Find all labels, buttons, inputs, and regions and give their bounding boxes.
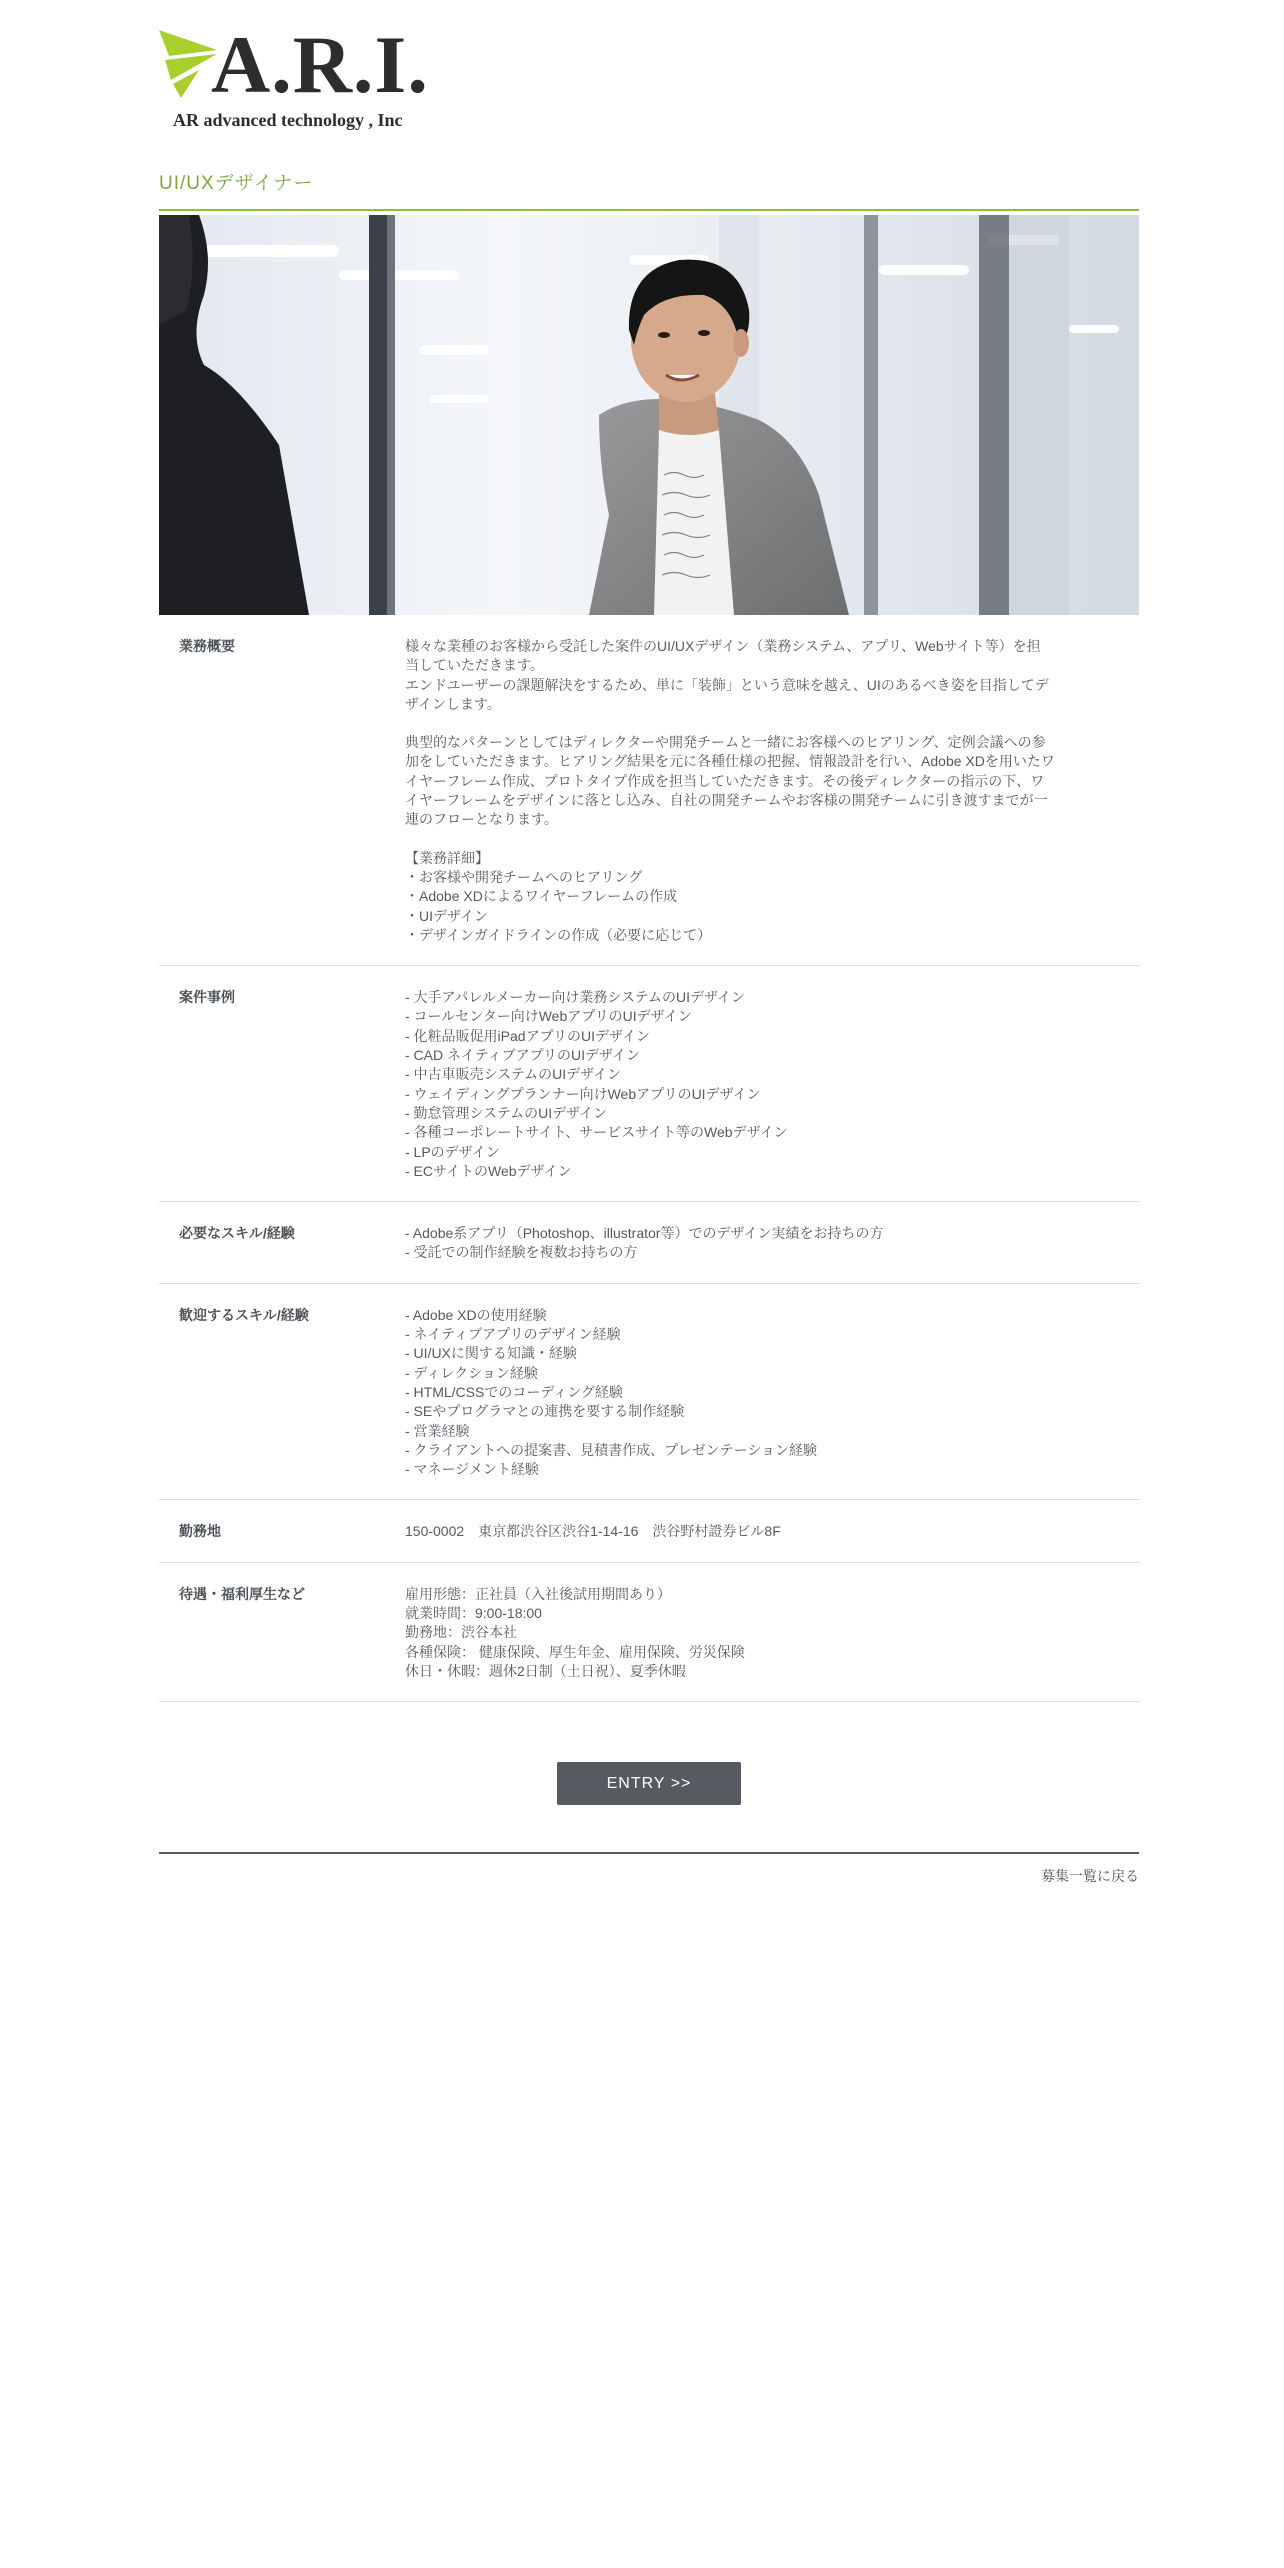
hero-photo [159, 215, 1139, 615]
row-label: 業務概要 [179, 638, 235, 654]
row-value [405, 1306, 1139, 1480]
text-line: ・デザインガイドラインの作成（必要に応じて） [405, 926, 712, 943]
text-line: - Adobe系アプリ（Photoshop、illustrator等）でのデザイン実績をお持ちの方 [405, 1225, 884, 1242]
header [159, 0, 1139, 150]
text-line: - 大手アパレルメーカー向け業務システムのUIデザイン [405, 989, 746, 1006]
text-line: - 受託での制作経験を複数お持ちの方 [405, 1244, 638, 1261]
logo-text[interactable]: A.R.I. [211, 19, 429, 110]
text-line: 様々な業種のお客様から受託した案件のUI/UXデザイン（業務システム、アプリ、Webサイト等）を担 [405, 638, 1041, 654]
page-container [159, 0, 1139, 1886]
row-value [405, 637, 1139, 945]
text-line: エンドユーザーの課題解決をするため、単に「装飾」という意味を越え、UIのあるべき姿を目指してデ [405, 676, 1049, 693]
text-line: - 中古車販売システムのUIデザイン [405, 1066, 622, 1083]
text-line: - クライアントへの提案書、見積書作成、プレゼンテーション経験 [405, 1441, 818, 1458]
entry-section [159, 1702, 1139, 1852]
text-line: ・UIデザイン [405, 907, 489, 924]
row-value [405, 1585, 1139, 1681]
text-line: 各種保険： 健康保険、厚生年金、雇用保険、労災保険 [405, 1643, 745, 1660]
text-line: - ネイティブアプリのデザイン経験 [405, 1326, 621, 1343]
text-line: - UI/UXに関する知識・経験 [405, 1345, 577, 1362]
text-line: 就業時間：9:00-18:00 [405, 1604, 542, 1621]
text-line: ・Adobe XDによるワイヤーフレームの作成 [405, 888, 678, 905]
text-line: 勤務地：渋谷本社 [405, 1624, 517, 1641]
table-row-location [159, 1500, 1139, 1562]
text-line: - コールセンター向けWebアプリのUIデザイン [405, 1008, 692, 1025]
text-line: 【業務詳細】 [405, 849, 489, 866]
text-line: ・お客様や開発チームへのヒアリング [405, 868, 643, 885]
text-line: - ウェイディングプランナー向けWebアプリのUIデザイン [405, 1085, 761, 1102]
text-line: ザインします。 [405, 695, 501, 712]
text-line: - マネージメント経験 [405, 1461, 539, 1478]
row-value [405, 988, 1139, 1181]
text-line: - LPのデザイン [405, 1143, 500, 1160]
text-line: - HTML/CSSでのコーディング経験 [405, 1383, 623, 1400]
text-line: 加をしていただきます。ヒアリング結果を元に各種仕様の把握、情報設計を行い、Adobe XDを用いたワ [405, 753, 1055, 770]
office-photo-icon [159, 215, 1139, 615]
row-label: 勤務地 [179, 1523, 221, 1540]
text-line: 当していただきます。 [405, 657, 544, 674]
text-line: - 勤怠管理システムのUIデザイン [405, 1104, 608, 1121]
text-line: - CAD ネイティブアプリのUIデザイン [405, 1047, 641, 1064]
text-line: - 各種コーポレートサイト、サービスサイト等のWebデザイン [405, 1124, 788, 1141]
text-line: イヤーフレームをデザインに落とし込み、自社の開発チームやお客様の開発チームに引き渡すまでが一 [405, 792, 1048, 809]
logo-arrow-icon [159, 30, 219, 100]
row-value [405, 1224, 1139, 1263]
table-row-welcome-skills [159, 1284, 1139, 1501]
text-line: - SEやプログラマとの連携を要する制作経験 [405, 1403, 685, 1420]
text-line: 雇用形態：正社員（入社後試用期間あり） [405, 1585, 671, 1602]
text-line: 連のフローとなります。 [405, 811, 558, 828]
back-to-list-link[interactable]: 募集一覧に戻る [1041, 1868, 1139, 1885]
text-line: - 化粧品販促用iPadアプリのUIデザイン [405, 1027, 651, 1044]
text-line: 典型的なパターンとしてはディレクターや開発チームと一緒にお客様へのヒアリング、定例会議への参 [405, 734, 1046, 751]
logo-subtitle: AR advanced technology , Inc [173, 110, 403, 130]
table-row-overview [159, 615, 1139, 966]
table-row-required-skills [159, 1202, 1139, 1284]
text-line: - Adobe XDの使用経験 [405, 1306, 547, 1323]
table-row-cases [159, 966, 1139, 1202]
text-line: 休日・休暇：週休2日制（土日祝）、夏季休暇 [405, 1662, 686, 1679]
job-detail-table [159, 615, 1139, 1702]
table-row-benefits [159, 1563, 1139, 1702]
row-value [405, 1522, 1139, 1541]
text-line: 150-0002 東京都渋谷区渋谷1-14-16 渋谷野村證券ビル8F [405, 1523, 781, 1540]
row-label: 案件事例 [179, 989, 235, 1006]
entry-button[interactable]: ENTRY >> [557, 1762, 741, 1805]
text-line: - ディレクション経験 [405, 1364, 538, 1381]
row-label: 歓迎するスキル/経験 [179, 1306, 309, 1323]
text-line: - ECサイトのWebデザイン [405, 1162, 572, 1179]
text-line: イヤーフレーム作成、プロトタイプ作成を担当していただきます。その後ディレクターの指示の下、ワ [405, 772, 1045, 789]
footer-divider [159, 1852, 1139, 1854]
text-line: - 営業経験 [405, 1422, 470, 1439]
page-title: UI/UXデザイナー [159, 168, 1139, 211]
row-label: 必要なスキル/経験 [179, 1225, 295, 1242]
row-label: 待遇・福利厚生など [179, 1585, 305, 1602]
